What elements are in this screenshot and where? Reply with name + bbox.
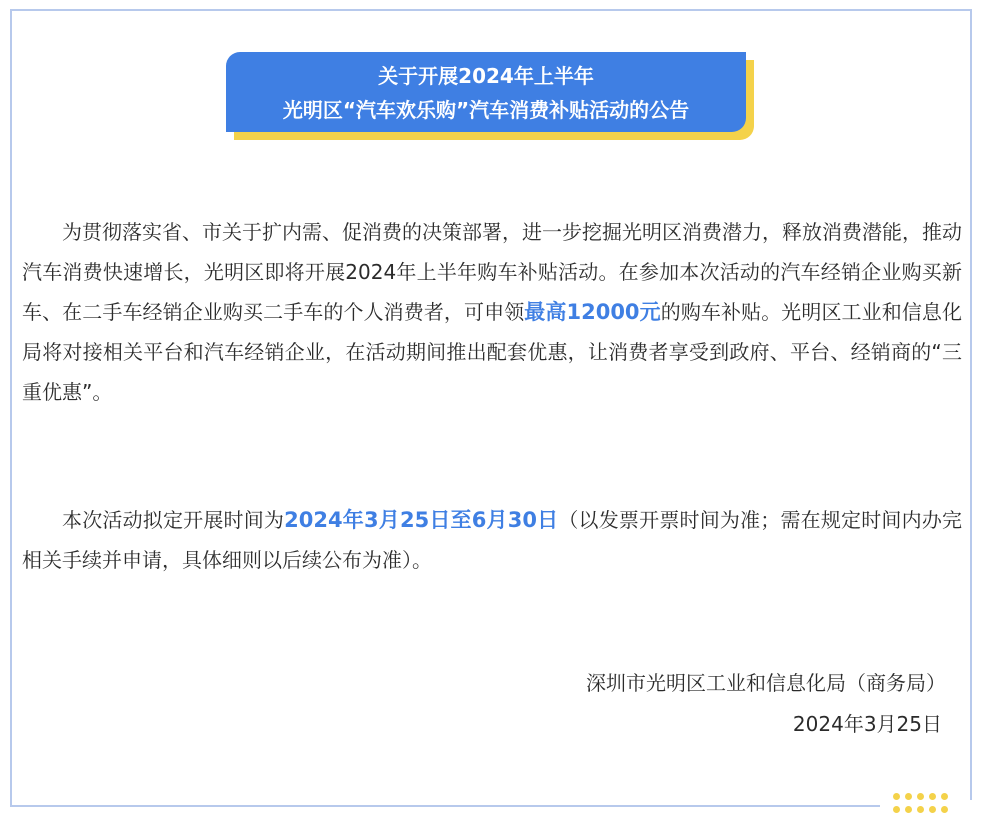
decorative-dot <box>893 793 900 800</box>
notice-title-banner <box>226 52 754 140</box>
title-line-2: 光明区“汽车欢乐购”汽车消费补贴活动的公告 <box>282 98 690 122</box>
decorative-dot <box>917 806 924 813</box>
title-banner <box>226 52 746 132</box>
paragraph-2-text-a: 本次活动拟定开展时间为 <box>62 508 285 532</box>
notice-paragraph-2 <box>22 500 962 580</box>
decorative-dots <box>893 793 955 820</box>
paragraph-1-text-a: 为贯彻落实省、市关于扩内需、促消费的决策部署，进一步挖掘光明区消费潜力，释放消费潜能，推动汽车消费快速增长，光明区即将开展2024年上半年购车补贴活动。在参加本次活动的汽车经销企业购买新车、在二手车经销企业购买二手车的个人消费者，可申领 <box>22 220 962 324</box>
signature-organization: 深圳市光明区工业和信息化局（商务局） <box>586 671 946 695</box>
decorative-dot <box>893 806 900 813</box>
signature-date: 2024年3月25日 <box>792 712 942 736</box>
paragraph-1-text-b: 的购车补贴。光明区工业和信息化局将对接相关平台和汽车经销企业，在活动期间推出配套优惠，让消费者享受到政府、平台、经销商的“三重优惠”。 <box>22 300 963 404</box>
decorative-dot <box>941 806 948 813</box>
subsidy-amount-highlight: 最高12000元 <box>524 300 661 324</box>
decorative-dot <box>929 793 936 800</box>
decorative-dot <box>917 793 924 800</box>
activity-period-highlight: 2024年3月25日至6月30日 <box>284 508 559 532</box>
paragraph-2-text-b: （以发票开票时间为准；需在规定时间内办完相关手续并申请，具体细则以后续公布为准）。 <box>22 508 963 572</box>
decorative-dot <box>905 793 912 800</box>
title-line-1: 关于开展2024年上半年 <box>378 64 594 88</box>
notice-paragraph-1 <box>22 212 962 412</box>
decorative-dot <box>905 806 912 813</box>
decorative-dot <box>941 793 948 800</box>
decorative-dot <box>929 806 936 813</box>
